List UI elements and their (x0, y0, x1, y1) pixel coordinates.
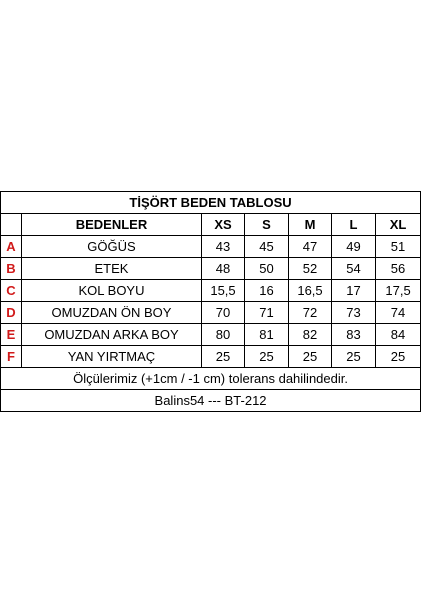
value-cell: 54 (332, 258, 376, 280)
table-row (1, 280, 421, 302)
measurement-name: KOL BOYU (22, 280, 202, 302)
tolerance-note: Ölçülerimiz (+1cm / -1 cm) tolerans dahilindedir. (1, 368, 421, 390)
value-cell: 15,5 (202, 280, 245, 302)
note-row (1, 368, 421, 390)
value-cell: 25 (332, 346, 376, 368)
measurement-name: ETEK (22, 258, 202, 280)
table-row (1, 346, 421, 368)
title-row (1, 192, 421, 214)
value-cell: 80 (202, 324, 245, 346)
value-cell: 72 (289, 302, 332, 324)
value-cell: 25 (202, 346, 245, 368)
row-letter: D (1, 302, 22, 324)
value-cell: 17,5 (376, 280, 421, 302)
row-letter: C (1, 280, 22, 302)
value-cell: 56 (376, 258, 421, 280)
row-letter: F (1, 346, 22, 368)
value-cell: 25 (245, 346, 289, 368)
table-row (1, 236, 421, 258)
value-cell: 48 (202, 258, 245, 280)
measurement-name: YAN YIRTMAÇ (22, 346, 202, 368)
sizes-label: BEDENLER (22, 214, 202, 236)
value-cell: 16,5 (289, 280, 332, 302)
value-cell: 84 (376, 324, 421, 346)
value-cell: 47 (289, 236, 332, 258)
value-cell: 82 (289, 324, 332, 346)
table-row (1, 324, 421, 346)
measurement-name: GÖĞÜS (22, 236, 202, 258)
value-cell: 73 (332, 302, 376, 324)
size-header-xs: XS (202, 214, 245, 236)
code-row (1, 390, 421, 412)
row-letter: E (1, 324, 22, 346)
value-cell: 45 (245, 236, 289, 258)
value-cell: 16 (245, 280, 289, 302)
value-cell: 17 (332, 280, 376, 302)
value-cell: 43 (202, 236, 245, 258)
row-letter: B (1, 258, 22, 280)
value-cell: 52 (289, 258, 332, 280)
value-cell: 71 (245, 302, 289, 324)
value-cell: 74 (376, 302, 421, 324)
size-header-l: L (332, 214, 376, 236)
value-cell: 83 (332, 324, 376, 346)
table-row (1, 258, 421, 280)
size-chart-table (0, 191, 421, 412)
measurement-name: OMUZDAN ÖN BOY (22, 302, 202, 324)
value-cell: 51 (376, 236, 421, 258)
value-cell: 25 (289, 346, 332, 368)
value-cell: 50 (245, 258, 289, 280)
value-cell: 49 (332, 236, 376, 258)
row-letter: A (1, 236, 22, 258)
value-cell: 25 (376, 346, 421, 368)
size-header-s: S (245, 214, 289, 236)
value-cell: 81 (245, 324, 289, 346)
table-title: TİŞÖRT BEDEN TABLOSU (1, 192, 421, 214)
table-row (1, 302, 421, 324)
product-code: Balins54 --- BT-212 (1, 390, 421, 412)
value-cell: 70 (202, 302, 245, 324)
size-header-xl: XL (376, 214, 421, 236)
size-header-m: M (289, 214, 332, 236)
header-row (1, 214, 421, 236)
measurement-name: OMUZDAN ARKA BOY (22, 324, 202, 346)
corner-cell (1, 214, 22, 236)
